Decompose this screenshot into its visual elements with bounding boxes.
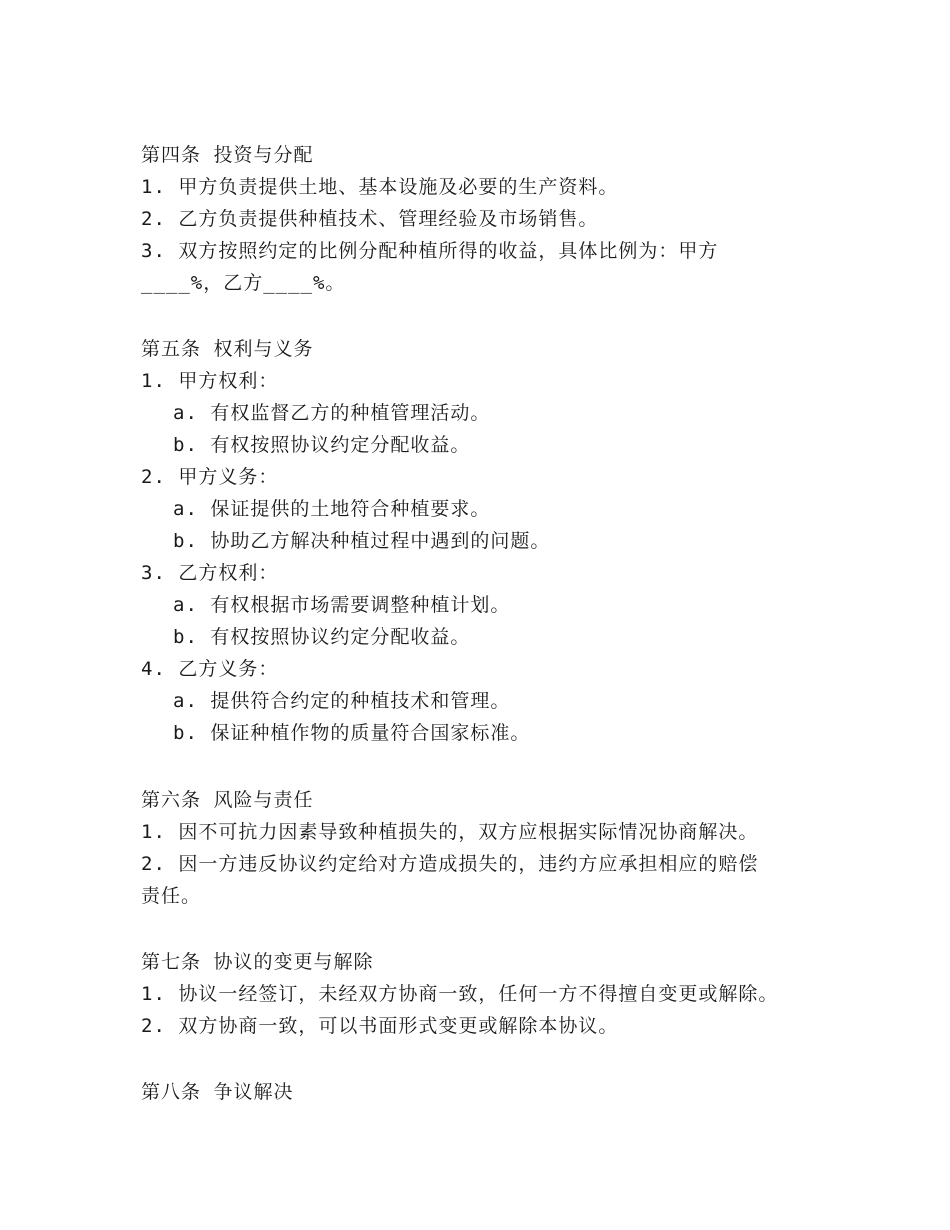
- clause-line: 2. 因一方违反协议约定给对方造成损失的，违约方应承担相应的赔偿: [141, 853, 759, 875]
- clause-sub-item: a. 有权根据市场需要调整种植计划。: [173, 594, 511, 616]
- clause-item-label: 3. 乙方权利：: [141, 562, 279, 584]
- section-heading-6: 第六条 风险与责任: [141, 789, 314, 811]
- clause-sub-item: b. 保证种植作物的质量符合国家标准。: [173, 722, 531, 744]
- section-heading-4: 第四条 投资与分配: [141, 144, 314, 166]
- section-heading-5: 第五条 权利与义务: [141, 338, 314, 360]
- clause-sub-item: b. 有权按照协议约定分配收益。: [173, 434, 471, 456]
- clause-line: 1. 因不可抗力因素导致种植损失的，双方应根据实际情况协商解决。: [141, 821, 759, 843]
- clause-sub-item: b. 协助乙方解决种植过程中遇到的问题。: [173, 530, 551, 552]
- clause-line: 3. 双方按照约定的比例分配种植所得的收益，具体比例为：甲方: [141, 240, 719, 262]
- section-heading-7: 第七条 协议的变更与解除: [141, 951, 374, 973]
- clause-sub-item: a. 有权监督乙方的种植管理活动。: [173, 402, 491, 424]
- section-heading-8: 第八条 争议解决: [141, 1081, 294, 1103]
- clause-sub-item: a. 提供符合约定的种植技术和管理。: [173, 690, 511, 712]
- clause-line: 2. 乙方负责提供种植技术、管理经验及市场销售。: [141, 208, 599, 230]
- clause-item-label: 2. 甲方义务：: [141, 466, 279, 488]
- clause-line: 1. 甲方负责提供土地、基本设施及必要的生产资料。: [141, 176, 619, 198]
- clause-line: 1. 协议一经签订，未经双方协商一致，任何一方不得擅自变更或解除。: [141, 983, 779, 1005]
- clause-item-label: 1. 甲方权利：: [141, 370, 279, 392]
- clause-line: ____%，乙方____%。: [141, 272, 346, 294]
- clause-item-label: 4. 乙方义务：: [141, 658, 279, 680]
- clause-line: 责任。: [141, 885, 202, 907]
- clause-sub-item: b. 有权按照协议约定分配收益。: [173, 626, 471, 648]
- clause-line: 2. 双方协商一致，可以书面形式变更或解除本协议。: [141, 1015, 619, 1037]
- clause-sub-item: a. 保证提供的土地符合种植要求。: [173, 498, 491, 520]
